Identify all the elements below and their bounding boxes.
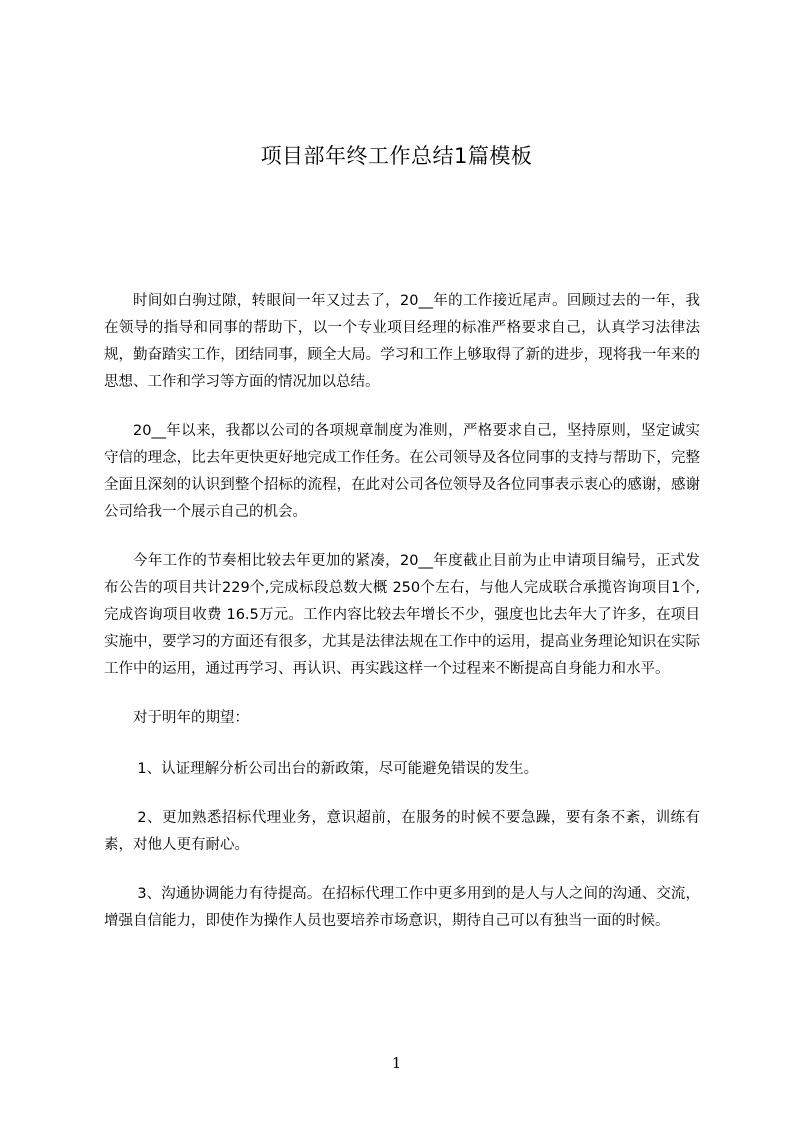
paragraph-intro: 时间如白驹过隙，转眼间一年又过去了，20__年的工作接近尾声。回顾过去的一年，我在领导的指导和同事的帮助下，以一个专业项目经理的标准严格要求自己，认真学习法律法规，勤奋踏实工作，团结同事，顾全大局。学习和工作上够取得了新的进步，现将我一年来的思想、工作和学习等方面的情况加以总结。 <box>104 293 700 390</box>
paragraph-work-stats: 今年工作的节奏相比较去年更加的紧凑，20__年度截止目前为止申请项目编号，正式发布公告的项目共计229个,完成标段总数大概 250个左右，与他人完成联合承揽咨询项目1个,完成咨询项目收费 16.5万元。工作内容比较去年增长不少，强度也比去年大了许多，在项目实施中，要学习的方面还有很多，尤其是法律法规在工作中的运用，提高业务理论知识在实际工作中的运用，通过再学习、再认识、再实践这样一个过程来不断提高自身能力和水平。 <box>104 553 700 677</box>
list-item-2: 2、更加熟悉招标代理业务，意识超前，在服务的时候不要急躁，要有条不紊，训练有素，对他人更有耐心。 <box>104 810 700 853</box>
document-body <box>104 288 700 957</box>
list-item-3: 3、沟通协调能力有待提高。在招标代理工作中更多用到的是人与人之间的沟通、交流，增强自信能力，即使作为操作人员也要培养市场意识，期待自己可以有独当一面的时候。 <box>104 886 700 929</box>
paragraph-expectations-heading: 对于明年的期望： <box>133 710 249 726</box>
page-number: 1 <box>391 1054 402 1072</box>
paragraph-rules: 20__年以来，我都以公司的各项规章制度为准则，严格要求自己，坚持原则，坚定诚实守信的理念，比去年更快更好地完成工作任务。在公司领导及各位同事的支持与帮助下，完整全面且深刻的认识到整个招标的流程，在此对公司各位领导及各位同事表示衷心的感谢，感谢公司给我一个展示自己的机会。 <box>104 423 700 520</box>
document-title: 项目部年终工作总结1篇模板 <box>260 144 533 168</box>
list-item-1: 1、认证理解分析公司出台的新政策，尽可能避免错误的发生。 <box>137 761 539 777</box>
